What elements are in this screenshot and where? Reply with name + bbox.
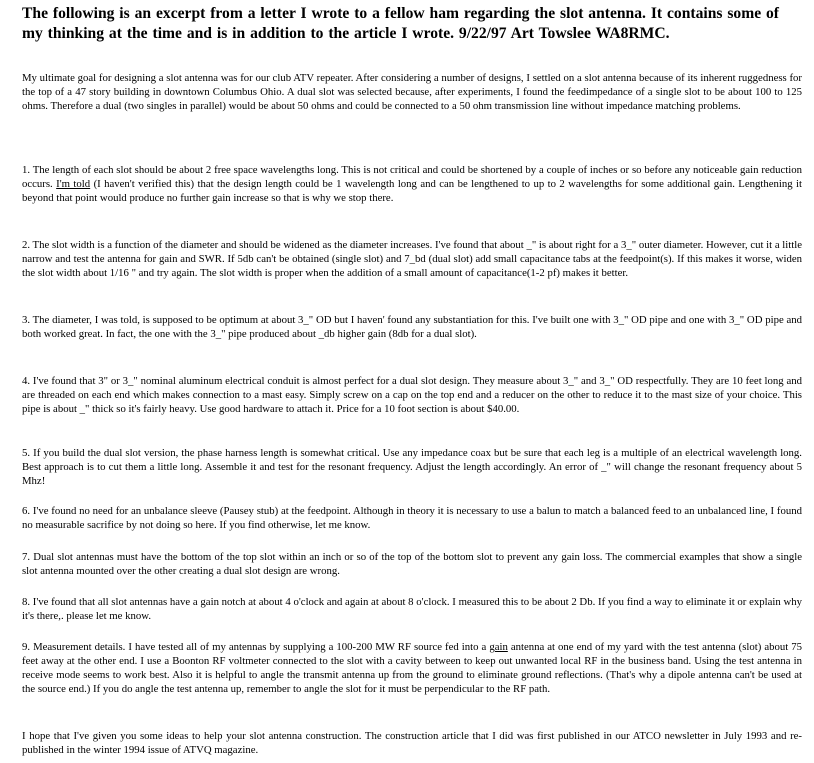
item-9-paragraph: [22, 640, 802, 696]
item-3-paragraph: 3. The diameter, I was told, is supposed to be optimum at about 3_" OD but I haven' found any substantiation for this. I've built one with 3_" OD pipe and one with 3_" OD pipe and both worked great. In fact, the one with the 3_" pipe produced about _db higher gain (8db for a dual slot).: [22, 314, 802, 340]
item-5-paragraph: 5. If you build the dual slot version, the phase harness length is somewhat critical. Use any impedance coax but be sure that each leg is a multiple of an electrical wavelength long. Best approach is to cut them a little long. Assemble it and test for the resonant frequency. Adjust the length accordingly. An error of _" will change the resonant frequency about 5 Mhz!: [22, 447, 802, 487]
item-1-paragraph: [22, 163, 802, 205]
closing-paragraph: I hope that I've given you some ideas to help your slot antenna construction. The construction article that I did was first published in our ATCO newsletter in July 1993 and re-published in the winter 1994 issue of ATVQ magazine.: [22, 730, 802, 756]
page-header: The following is an excerpt from a letter I wrote to a fellow ham regarding the slot antenna. It contains some of my thinking at the time and is in addition to the article I wrote. 9/22/97 Art Towslee WA8RMC.: [22, 5, 780, 42]
item-9-text-a: 9. Measurement details. I have tested all of my antennas by supplying a 100-200 MW RF source fed into a: [22, 641, 490, 653]
item-1-text-b: (I haven't verified this) that the design length could be 1 wavelength long and can be lengthened to up to 2 wavelengths for some additional gain. Lengthening it beyond that point would produce no further gain increase so that is why we stop there.: [22, 178, 803, 204]
intro-paragraph: My ultimate goal for designing a slot antenna was for our club ATV repeater. After considering a number of designs, I settled on a slot antenna because of its inherent ruggedness for the top of a 47 story building in downtown Columbus Ohio. A dual slot was selected because, after experiments, I found the feedimpedance of a single slot to be about 100 to 125 ohms. Therefore a dual (two singles in parallel) would be about 50 ohms and could be connected to a 50 ohm transmission line without impedance matching problems.: [22, 72, 802, 112]
item-9-underlined: gain: [489, 641, 508, 653]
item-7-paragraph: 7. Dual slot antennas must have the bottom of the top slot within an inch or so of the top of the bottom slot to prevent any gain loss. The commercial examples that show a single slot antenna mounted over the other creating a dual slot design are wrong.: [22, 551, 802, 577]
item-2-paragraph: 2. The slot width is a function of the diameter and should be widened as the diameter increases. I've found that about _" is about right for a 3_" outer diameter. However, cut it a little narrow and test the antenna for gain and SWR. If 5db can't be obtained (single slot) and 7_bd (dual slot) add small capacitance tabs at the feedpoint(s). If this makes it worse, widen the slot width about 1/16 " and try again. The slot width is proper when the addition of a small amount of capacitance(1-2 pf) makes it better.: [22, 239, 802, 279]
item-6-paragraph: 6. I've found no need for an unbalance sleeve (Pausey stub) at the feedpoint. Although in theory it is necessary to use a balun to match a balanced feed to an unbalanced line, I found no measurable sacrifice by not doing so here. If you find otherwise, let me know.: [22, 505, 802, 531]
item-9-text-b: antenna at one end of my yard with the test antenna (slot) about 75 feet away at the other end. I use a Boonton RF voltmeter connected to the slot with a cavity between to keep out unwanted local RF in the business band. Using the test antenna in receive mode seems to work best. Also it is helpful to angle the transmit antenna up from the ground to eliminate ground reflections. (That's why a dipole antenna can't be used at the source end.) If you do angle the test antenna up, remember to angle the slot for it must be perpendicular to the RF path.: [22, 641, 802, 695]
item-1-text-a: 1. The length of each slot should be about 2 free space wavelengths long. This is not critical and could be shortened by a couple of inches or so before any noticeable gain reduction occurs.: [22, 164, 802, 190]
item-4-paragraph: 4. I've found that 3" or 3_" nominal aluminum electrical conduit is almost perfect for a dual slot design. They measure about 3_" and 3_" OD respectfully. They are 10 feet long and are threaded on each end which makes connection to a mast easy. Simply screw on a cap on the top end and a reducer on the other to reduce it to the mast size of your choice. This pipe is about _" thick so it's fairly heavy. Use good hardware to attach it. Price for a 10 foot section is about $40.00.: [22, 375, 802, 415]
item-8-paragraph: 8. I've found that all slot antennas have a gain notch at about 4 o'clock and again at about 8 o'clock. I measured this to be about 2 Db. If you find a way to eliminate it or explain why it's there,. please let me know.: [22, 596, 802, 622]
item-1-underlined: I'm told: [56, 178, 91, 190]
